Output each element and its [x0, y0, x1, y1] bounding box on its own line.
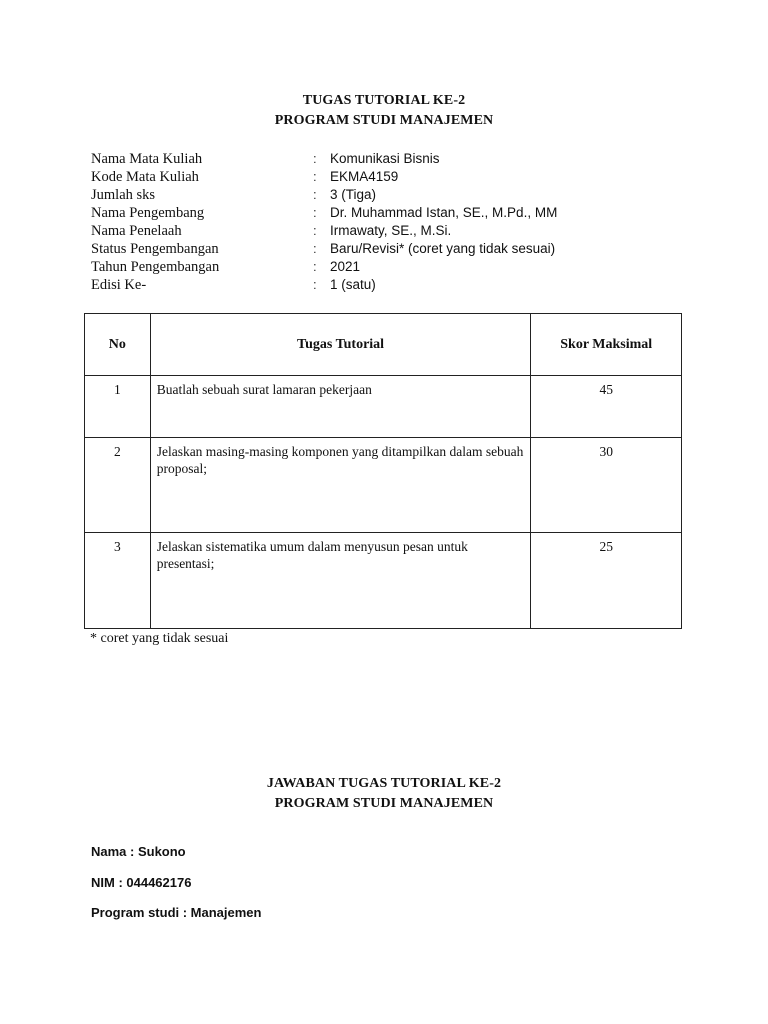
info-value: 3 (Tiga) — [330, 187, 377, 202]
info-label: Nama Mata Kuliah — [91, 151, 203, 167]
info-colon: : — [313, 259, 317, 274]
footnote: * coret yang tidak sesuai — [90, 631, 229, 646]
info-colon: : — [313, 151, 317, 166]
table-row — [85, 376, 682, 438]
info-label: Nama Pengembang — [91, 205, 205, 221]
assignment-heading — [0, 91, 768, 131]
info-value: Komunikasi Bisnis — [330, 151, 440, 166]
answer-heading — [0, 774, 768, 814]
info-row-course-code — [91, 168, 691, 186]
info-value: EKMA4159 — [330, 169, 399, 184]
cell-no: 2 — [85, 438, 151, 533]
cell-task: Jelaskan masing-masing komponen yang ditampilkan dalam sebuah proposal; — [150, 438, 531, 533]
info-value: Irmawaty, SE., M.Si. — [330, 223, 452, 238]
cell-no: 3 — [85, 533, 151, 629]
info-colon: : — [313, 223, 317, 238]
table-row — [85, 438, 682, 533]
info-row-credits — [91, 186, 691, 204]
table-row — [85, 533, 682, 629]
info-label: Kode Mata Kuliah — [91, 169, 199, 185]
info-row-edition — [91, 276, 691, 294]
info-row-reviewer — [91, 222, 691, 240]
info-row-course-name — [91, 150, 691, 168]
cell-task: Buatlah sebuah surat lamaran pekerjaan — [150, 376, 531, 438]
info-label: Edisi Ke- — [91, 277, 147, 293]
column-header-task: Tugas Tutorial — [150, 314, 531, 376]
assignment-table — [84, 313, 682, 629]
assignment-program: PROGRAM STUDI MANAJEMEN — [274, 113, 494, 128]
info-value: Baru/Revisi* (coret yang tidak sesuai) — [330, 241, 556, 256]
info-colon: : — [313, 187, 317, 202]
info-row-dev-status — [91, 240, 691, 258]
cell-task: Jelaskan sistematika umum dalam menyusun pesan untuk presentasi; — [150, 533, 531, 629]
answer-title: JAWABAN TUGAS TUTORIAL KE-2 — [266, 776, 502, 791]
info-colon: : — [313, 277, 317, 292]
cell-no: 1 — [85, 376, 151, 438]
info-colon: : — [313, 241, 317, 256]
answer-program: PROGRAM STUDI MANAJEMEN — [274, 796, 494, 811]
info-label: Nama Penelaah — [91, 223, 182, 239]
info-row-developer — [91, 204, 691, 222]
info-label: Tahun Pengembangan — [91, 259, 220, 275]
cell-score: 25 — [531, 533, 682, 629]
assignment-title: TUGAS TUTORIAL KE-2 — [302, 93, 466, 108]
cell-score: 45 — [531, 376, 682, 438]
column-header-no: No — [85, 314, 151, 376]
student-name: Nama : Sukono — [91, 844, 186, 859]
cell-score: 30 — [531, 438, 682, 533]
column-header-max-score: Skor Maksimal — [531, 314, 682, 376]
table-header-row — [85, 314, 682, 376]
student-program: Program studi : Manajemen — [91, 905, 262, 920]
info-label: Jumlah sks — [91, 187, 156, 203]
info-label: Status Pengembangan — [91, 241, 219, 257]
info-colon: : — [313, 205, 317, 220]
student-nim: NIM : 044462176 — [91, 875, 192, 890]
course-info — [91, 150, 691, 294]
info-value: 1 (satu) — [330, 277, 376, 292]
info-row-dev-year — [91, 258, 691, 276]
info-colon: : — [313, 169, 317, 184]
info-value: 2021 — [330, 259, 361, 274]
info-value: Dr. Muhammad Istan, SE., M.Pd., MM — [330, 205, 558, 220]
